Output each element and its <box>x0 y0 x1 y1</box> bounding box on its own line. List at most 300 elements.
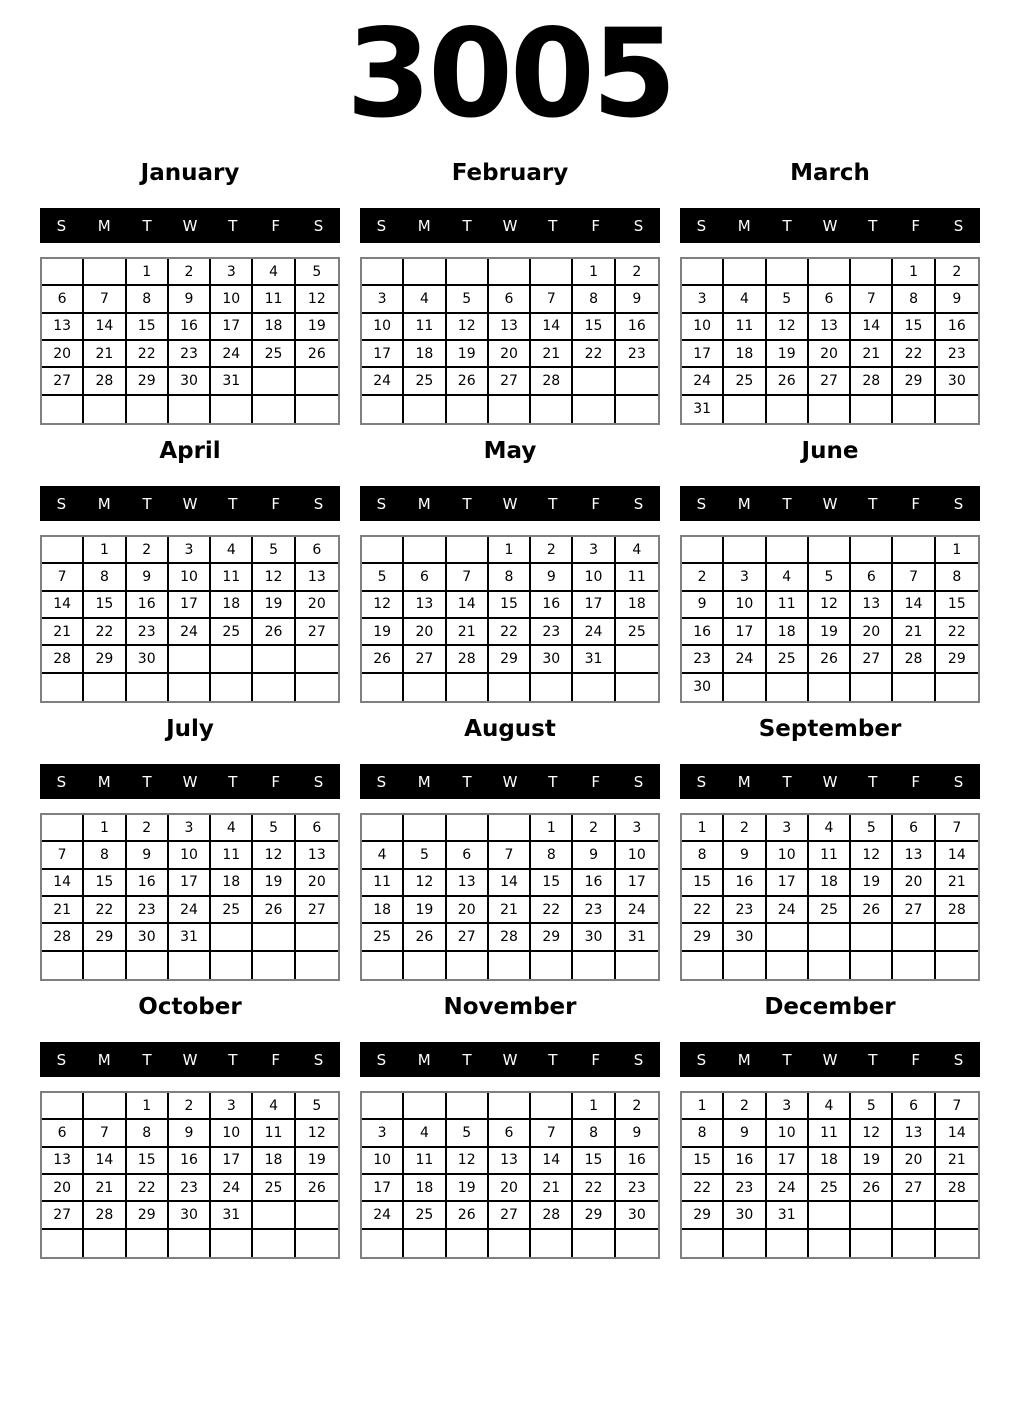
year-title: 3005 <box>346 3 674 145</box>
weekday-header-bar <box>680 764 980 799</box>
weekday-label: S <box>633 216 644 235</box>
day-cell: 21 <box>42 619 84 646</box>
day-cell-empty <box>84 259 126 286</box>
day-cell: 24 <box>169 897 211 924</box>
weekday-label: F <box>591 494 601 513</box>
day-cell-empty <box>573 396 615 423</box>
day-cell: 8 <box>127 286 169 313</box>
day-cell: 25 <box>404 1202 446 1229</box>
day-cell: 27 <box>893 1175 935 1202</box>
day-cell: 7 <box>84 286 126 313</box>
day-cell: 12 <box>851 842 893 869</box>
day-cell-empty <box>296 368 338 395</box>
day-cell-empty <box>724 674 766 701</box>
day-cell: 19 <box>404 897 446 924</box>
day-cell: 17 <box>616 870 658 897</box>
day-cell: 7 <box>936 1093 978 1120</box>
date-grid <box>680 813 980 981</box>
day-cell-empty <box>489 674 531 701</box>
day-cell: 4 <box>809 1093 851 1120</box>
weekday-label: T <box>782 772 792 791</box>
month-block-september <box>680 704 980 982</box>
day-cell-empty <box>851 396 893 423</box>
day-cell: 8 <box>573 1120 615 1147</box>
day-cell: 14 <box>531 314 573 341</box>
day-cell: 10 <box>362 1148 404 1175</box>
day-cell: 31 <box>211 1202 253 1229</box>
day-cell: 14 <box>936 842 978 869</box>
day-cell: 8 <box>893 286 935 313</box>
day-cell: 2 <box>169 1093 211 1120</box>
day-cell: 12 <box>296 286 338 313</box>
day-cell: 12 <box>362 592 404 619</box>
day-cell: 8 <box>84 564 126 591</box>
day-cell: 14 <box>893 592 935 619</box>
day-cell: 5 <box>296 259 338 286</box>
weekday-label: T <box>782 1050 792 1069</box>
weekday-header-bar <box>40 764 340 799</box>
day-cell: 18 <box>809 1148 851 1175</box>
day-cell: 18 <box>362 897 404 924</box>
day-cell-empty <box>362 815 404 842</box>
day-cell: 25 <box>362 924 404 951</box>
weekday-label: S <box>633 1050 644 1069</box>
day-cell: 26 <box>253 619 295 646</box>
day-cell: 31 <box>211 368 253 395</box>
day-cell: 27 <box>893 897 935 924</box>
day-cell: 8 <box>936 564 978 591</box>
day-cell: 19 <box>767 341 809 368</box>
weekday-header-bar <box>680 208 980 243</box>
day-cell-empty <box>893 396 935 423</box>
day-cell-empty <box>682 259 724 286</box>
day-cell: 9 <box>936 286 978 313</box>
day-cell-empty <box>404 1230 446 1257</box>
day-cell: 13 <box>893 842 935 869</box>
day-cell: 30 <box>616 1202 658 1229</box>
day-cell: 3 <box>362 286 404 313</box>
day-cell: 2 <box>724 815 766 842</box>
day-cell-empty <box>531 396 573 423</box>
day-cell: 21 <box>936 870 978 897</box>
day-cell: 3 <box>211 1093 253 1120</box>
day-cell: 3 <box>616 815 658 842</box>
day-cell: 3 <box>767 815 809 842</box>
day-cell: 9 <box>573 842 615 869</box>
day-cell-empty <box>851 924 893 951</box>
day-cell: 20 <box>296 870 338 897</box>
day-cell: 7 <box>531 286 573 313</box>
day-cell-empty <box>724 259 766 286</box>
month-block-april <box>40 426 340 704</box>
weekday-label: M <box>97 216 111 235</box>
day-cell: 23 <box>724 1175 766 1202</box>
day-cell: 9 <box>127 564 169 591</box>
day-cell-empty <box>127 674 169 701</box>
day-cell-empty <box>362 537 404 564</box>
day-cell-empty <box>296 1230 338 1257</box>
weekday-header-bar <box>360 208 660 243</box>
day-cell: 3 <box>169 815 211 842</box>
weekday-label: W <box>822 216 838 235</box>
day-cell-empty <box>211 924 253 951</box>
day-cell: 12 <box>296 1120 338 1147</box>
weekday-label: S <box>953 216 964 235</box>
day-cell: 4 <box>616 537 658 564</box>
day-cell: 22 <box>573 1175 615 1202</box>
day-cell: 21 <box>936 1148 978 1175</box>
weekday-label: T <box>228 494 238 513</box>
day-cell: 11 <box>616 564 658 591</box>
day-cell: 24 <box>211 1175 253 1202</box>
day-cell-empty <box>253 646 295 673</box>
day-cell: 2 <box>169 259 211 286</box>
day-cell: 11 <box>211 842 253 869</box>
day-cell: 6 <box>42 1120 84 1147</box>
day-cell: 22 <box>893 341 935 368</box>
day-cell: 31 <box>616 924 658 951</box>
day-cell-empty <box>84 396 126 423</box>
day-cell: 6 <box>809 286 851 313</box>
day-cell: 11 <box>253 1120 295 1147</box>
day-cell-empty <box>573 674 615 701</box>
day-cell-empty <box>296 646 338 673</box>
day-cell: 7 <box>447 564 489 591</box>
weekday-label: T <box>548 772 558 791</box>
weekday-label: F <box>271 494 281 513</box>
day-cell: 26 <box>404 924 446 951</box>
month-title-april: April <box>159 438 221 464</box>
day-cell-empty <box>253 674 295 701</box>
day-cell: 20 <box>447 897 489 924</box>
day-cell: 28 <box>893 646 935 673</box>
day-cell: 31 <box>767 1202 809 1229</box>
weekday-label: F <box>911 216 921 235</box>
day-cell-empty <box>489 259 531 286</box>
weekday-header-bar <box>360 764 660 799</box>
day-cell-empty <box>253 396 295 423</box>
day-cell-empty <box>447 952 489 979</box>
day-cell: 15 <box>127 1148 169 1175</box>
day-cell-empty <box>616 674 658 701</box>
weekday-label: T <box>462 1050 472 1069</box>
day-cell: 19 <box>447 341 489 368</box>
day-cell: 11 <box>404 1148 446 1175</box>
day-cell-empty <box>447 815 489 842</box>
day-cell: 6 <box>893 815 935 842</box>
day-cell: 7 <box>531 1120 573 1147</box>
day-cell-empty <box>42 674 84 701</box>
day-cell: 10 <box>682 314 724 341</box>
date-grid <box>680 535 980 703</box>
day-cell-empty <box>489 815 531 842</box>
day-cell: 26 <box>253 897 295 924</box>
day-cell: 29 <box>531 924 573 951</box>
month-block-july <box>40 704 340 982</box>
day-cell: 6 <box>893 1093 935 1120</box>
month-block-june <box>680 426 980 704</box>
day-cell: 28 <box>936 1175 978 1202</box>
day-cell: 15 <box>682 870 724 897</box>
day-cell-empty <box>253 1202 295 1229</box>
weekday-label: T <box>462 216 472 235</box>
day-cell: 18 <box>211 870 253 897</box>
day-cell: 21 <box>489 897 531 924</box>
day-cell: 16 <box>127 592 169 619</box>
day-cell-empty <box>211 674 253 701</box>
day-cell: 9 <box>616 286 658 313</box>
day-cell: 18 <box>724 341 766 368</box>
day-cell: 24 <box>767 1175 809 1202</box>
day-cell-empty <box>42 952 84 979</box>
day-cell: 5 <box>253 815 295 842</box>
day-cell: 15 <box>531 870 573 897</box>
day-cell: 6 <box>851 564 893 591</box>
day-cell: 24 <box>724 646 766 673</box>
day-cell: 14 <box>42 870 84 897</box>
day-cell: 4 <box>809 815 851 842</box>
day-cell: 23 <box>616 1175 658 1202</box>
day-cell: 18 <box>253 314 295 341</box>
day-cell: 7 <box>489 842 531 869</box>
day-cell: 13 <box>851 592 893 619</box>
day-cell: 25 <box>404 368 446 395</box>
day-cell: 13 <box>42 1148 84 1175</box>
day-cell: 7 <box>84 1120 126 1147</box>
weekday-label: F <box>271 216 281 235</box>
day-cell: 2 <box>936 259 978 286</box>
day-cell: 1 <box>573 259 615 286</box>
day-cell: 28 <box>851 368 893 395</box>
day-cell: 19 <box>851 1148 893 1175</box>
day-cell: 13 <box>809 314 851 341</box>
day-cell: 16 <box>724 1148 766 1175</box>
day-cell-empty <box>362 1093 404 1120</box>
day-cell-empty <box>404 1093 446 1120</box>
day-cell: 30 <box>169 368 211 395</box>
day-cell: 15 <box>573 314 615 341</box>
day-cell-empty <box>169 396 211 423</box>
day-cell: 11 <box>767 592 809 619</box>
month-block-october <box>40 982 340 1260</box>
day-cell: 16 <box>573 870 615 897</box>
day-cell: 17 <box>362 341 404 368</box>
weekday-label: S <box>313 1050 324 1069</box>
day-cell-empty <box>767 259 809 286</box>
day-cell: 16 <box>127 870 169 897</box>
weekday-label: M <box>737 494 751 513</box>
day-cell: 23 <box>724 897 766 924</box>
day-cell: 5 <box>296 1093 338 1120</box>
weekday-label: T <box>868 494 878 513</box>
day-cell: 30 <box>724 1202 766 1229</box>
day-cell: 7 <box>851 286 893 313</box>
day-cell-empty <box>936 674 978 701</box>
weekday-label: S <box>376 494 387 513</box>
day-cell: 22 <box>682 1175 724 1202</box>
day-cell-empty <box>936 396 978 423</box>
day-cell: 18 <box>809 870 851 897</box>
day-cell-empty <box>936 1202 978 1229</box>
day-cell-empty <box>893 674 935 701</box>
weekday-label: W <box>502 494 518 513</box>
day-cell: 8 <box>489 564 531 591</box>
day-cell: 25 <box>724 368 766 395</box>
day-cell-empty <box>489 1093 531 1120</box>
day-cell: 14 <box>84 1148 126 1175</box>
date-grid <box>680 257 980 425</box>
day-cell: 21 <box>531 341 573 368</box>
day-cell: 16 <box>531 592 573 619</box>
day-cell-empty <box>809 952 851 979</box>
day-cell: 29 <box>489 646 531 673</box>
day-cell: 10 <box>169 564 211 591</box>
day-cell: 11 <box>253 286 295 313</box>
day-cell: 6 <box>296 537 338 564</box>
day-cell: 5 <box>447 286 489 313</box>
weekday-label: S <box>633 494 644 513</box>
day-cell: 29 <box>682 924 724 951</box>
day-cell: 10 <box>767 842 809 869</box>
day-cell: 13 <box>296 842 338 869</box>
weekday-label: S <box>953 1050 964 1069</box>
day-cell: 3 <box>767 1093 809 1120</box>
weekday-header-bar <box>40 1042 340 1077</box>
day-cell-empty <box>767 924 809 951</box>
day-cell-empty <box>851 1230 893 1257</box>
day-cell-empty <box>851 259 893 286</box>
day-cell: 21 <box>84 341 126 368</box>
weekday-label: W <box>822 772 838 791</box>
day-cell: 28 <box>447 646 489 673</box>
day-cell-empty <box>362 674 404 701</box>
day-cell-empty <box>253 1230 295 1257</box>
day-cell: 1 <box>84 815 126 842</box>
month-title-december: December <box>764 994 896 1020</box>
day-cell-empty <box>893 1230 935 1257</box>
day-cell-empty <box>531 259 573 286</box>
day-cell: 22 <box>84 619 126 646</box>
date-grid <box>360 1091 660 1259</box>
day-cell: 12 <box>253 564 295 591</box>
day-cell: 9 <box>169 1120 211 1147</box>
day-cell-empty <box>127 952 169 979</box>
date-grid <box>40 257 340 425</box>
day-cell: 19 <box>253 592 295 619</box>
day-cell: 18 <box>404 341 446 368</box>
day-cell: 1 <box>127 259 169 286</box>
day-cell-empty <box>724 1230 766 1257</box>
day-cell: 23 <box>169 341 211 368</box>
weekday-label: T <box>228 1050 238 1069</box>
day-cell: 15 <box>489 592 531 619</box>
day-cell-empty <box>809 396 851 423</box>
weekday-label: T <box>462 772 472 791</box>
date-grid <box>40 813 340 981</box>
weekday-label: F <box>271 1050 281 1069</box>
day-cell-empty <box>169 674 211 701</box>
day-cell: 10 <box>616 842 658 869</box>
day-cell-empty <box>362 396 404 423</box>
day-cell: 28 <box>489 924 531 951</box>
day-cell: 12 <box>851 1120 893 1147</box>
day-cell-empty <box>767 952 809 979</box>
day-cell: 1 <box>936 537 978 564</box>
day-cell: 10 <box>211 1120 253 1147</box>
weekday-label: W <box>502 1050 518 1069</box>
day-cell: 25 <box>211 619 253 646</box>
day-cell: 22 <box>531 897 573 924</box>
day-cell: 26 <box>362 646 404 673</box>
day-cell-empty <box>84 1230 126 1257</box>
weekday-label: T <box>142 216 152 235</box>
day-cell-empty <box>404 815 446 842</box>
day-cell-empty <box>447 537 489 564</box>
day-cell-empty <box>936 1230 978 1257</box>
weekday-label: F <box>591 1050 601 1069</box>
weekday-label: F <box>591 216 601 235</box>
weekday-label: S <box>696 494 707 513</box>
day-cell-empty <box>42 1093 84 1120</box>
weekday-label: T <box>782 494 792 513</box>
day-cell: 24 <box>573 619 615 646</box>
day-cell: 20 <box>489 341 531 368</box>
day-cell: 29 <box>127 1202 169 1229</box>
day-cell: 22 <box>489 619 531 646</box>
day-cell: 26 <box>851 897 893 924</box>
day-cell: 25 <box>253 341 295 368</box>
weekday-label: T <box>782 216 792 235</box>
day-cell: 1 <box>573 1093 615 1120</box>
weekday-label: W <box>502 772 518 791</box>
day-cell: 5 <box>851 1093 893 1120</box>
day-cell-empty <box>851 1202 893 1229</box>
day-cell: 10 <box>573 564 615 591</box>
day-cell: 19 <box>296 314 338 341</box>
day-cell: 15 <box>84 870 126 897</box>
day-cell: 3 <box>169 537 211 564</box>
day-cell: 20 <box>851 619 893 646</box>
day-cell-empty <box>296 952 338 979</box>
day-cell: 31 <box>682 396 724 423</box>
day-cell: 26 <box>296 341 338 368</box>
day-cell: 17 <box>211 1148 253 1175</box>
weekday-label: S <box>313 772 324 791</box>
weekday-label: F <box>591 772 601 791</box>
weekday-label: S <box>633 772 644 791</box>
weekday-label: W <box>502 216 518 235</box>
day-cell: 22 <box>127 341 169 368</box>
day-cell: 24 <box>362 1202 404 1229</box>
day-cell: 12 <box>447 1148 489 1175</box>
day-cell: 14 <box>42 592 84 619</box>
day-cell-empty <box>531 674 573 701</box>
day-cell: 5 <box>447 1120 489 1147</box>
day-cell: 27 <box>296 897 338 924</box>
day-cell-empty <box>42 1230 84 1257</box>
day-cell: 7 <box>42 564 84 591</box>
day-cell-empty <box>531 1093 573 1120</box>
day-cell: 6 <box>42 286 84 313</box>
day-cell: 26 <box>296 1175 338 1202</box>
day-cell: 3 <box>573 537 615 564</box>
day-cell: 23 <box>573 897 615 924</box>
day-cell-empty <box>127 396 169 423</box>
day-cell: 20 <box>42 341 84 368</box>
day-cell: 3 <box>211 259 253 286</box>
day-cell-empty <box>447 674 489 701</box>
day-cell: 18 <box>616 592 658 619</box>
